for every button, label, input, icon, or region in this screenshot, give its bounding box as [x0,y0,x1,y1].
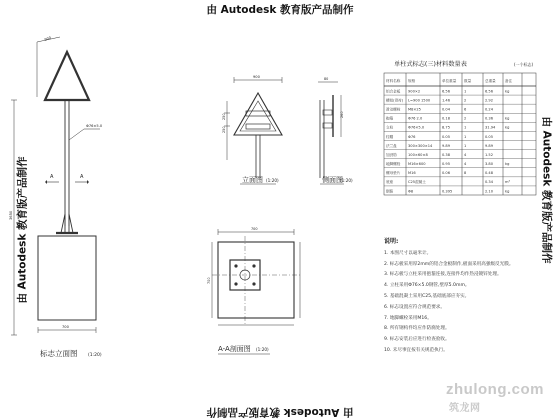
table-cell: Φ76×5.0 [408,125,425,130]
section-aa-title: A-A剖面图 [218,345,251,353]
table-cell: 9.89 [442,143,451,148]
section-arrow-right [87,180,89,184]
notes-lines [384,249,534,357]
table-cell: M16 [408,171,416,176]
anchor-bolt-4 [252,282,255,285]
material-table-rowlines [384,95,536,186]
table-cell: 柱帽 [386,134,394,139]
table-cell: 4 [464,152,467,157]
table-cell: 法兰盘 [386,143,397,148]
table-cell: kg [505,89,510,94]
table-cell: M16×600 [408,162,426,167]
note-line: 1. 本图尺寸以毫米计。 [384,250,432,256]
table-cell: 1 [464,125,467,130]
stiffener-left [61,214,65,233]
dim-text-total-height: 3650 [9,210,13,220]
table-cell: 0.38 [442,152,451,157]
table-cell: 滑动螺栓 [386,107,401,112]
table-header-cell: 总重量 [485,79,496,83]
table-cell: 0.95 [442,162,451,167]
notes-heading: 说明: [384,238,399,245]
table-cell: 钢筋 [386,189,394,194]
table-header-cell: 数量 [464,79,472,83]
concrete-foundation [38,236,96,320]
table-cell: 6 [464,107,467,112]
table-cell: 2 [464,98,467,103]
table-cell: 1 [464,89,467,94]
clamp-lower [246,124,270,129]
site-watermark-suffix: .com [506,381,544,398]
front-elevation-scale: (1:20) [266,178,279,183]
table-cell: Φ76 [408,134,416,139]
side-view-title: 侧面图 [322,176,343,184]
table-cell: 0.395 [442,189,453,194]
warning-triangle-sign [45,52,89,100]
table-cell: 螺母垫片 [386,171,401,176]
material-table-note: (一个标志) [514,62,534,67]
table-header-cell: 单位重量 [442,79,457,83]
table-cell: 地脚螺栓 [386,162,401,167]
sign-elevation-title: 标志立面图 [40,349,78,358]
table-cell: 2 [464,116,467,121]
watermark-right: 由 Autodesk 教育版产品制作 [540,116,553,264]
site-watermark [446,381,560,415]
table-cell: 3.80 [485,162,494,167]
table-cell: 100×60×8 [408,152,428,157]
table-cell: 立柱 [386,125,394,130]
table-cell: 0.24 [485,107,494,112]
section-arrow-left [45,180,47,184]
section-foundation-outline [218,242,294,318]
note-line: 8. 所有钢构件均应作防腐处理。 [384,326,450,332]
table-cell: 1.52 [485,152,494,157]
table-cell: 2.92 [485,98,494,103]
front-elevation-view [224,77,282,184]
section-aa-view [212,229,300,354]
material-table-title: 单柱式标志(三)材料数量表 [394,61,467,68]
dim-text-front-h2: 250 [222,126,226,133]
table-cell: 9.89 [485,143,494,148]
table-cell: C25混凝土 [408,180,426,185]
stiffener-right [69,214,73,233]
table-cell: L=900 1500 [408,98,431,103]
dim-text-base-width: 700 [62,325,69,329]
sign-elevation-view [11,37,100,335]
table-cell: 0.06 [442,171,451,176]
dim-text-section-depth: 700 [207,277,211,284]
table-header-cell: 备注 [505,79,513,83]
table-cell: 0.36 [485,116,494,121]
note-line: 9. 标志安装后应进行检查验收。 [384,337,450,343]
sign-elevation-scale: (1:20) [88,353,102,358]
site-watermark-cn: 筑龙网 [449,403,481,414]
table-cell: 抱箍 [386,116,394,121]
table-cell: 1 [464,143,467,148]
table-cell: M8×25 [408,107,421,112]
anchor-bolt-2 [252,264,255,267]
dim-text-front-width: 900 [253,75,260,79]
table-cell: m³ [505,180,510,185]
note-line: 3. 标志板与立柱采用抱箍连接,连接件均作热浸镀锌处理。 [384,272,502,278]
dim-text-front-h1: 250 [222,113,226,120]
table-cell: 2.10 [485,189,494,194]
side-view-scale: (1:20) [340,178,353,183]
anchor-bolt-3 [234,282,237,285]
table-cell: 31.94 [485,125,496,130]
note-line: 2. 标志板采用厚2mm的铝合金板制作,板面采用高强级反光膜。 [384,261,514,267]
table-cell: kg [505,189,510,194]
table-cell: 0.04 [442,107,451,112]
post-callout-text: Φ76×5.0 [86,124,103,128]
dim-text-side-height: 260 [340,111,344,118]
note-line: 4. 立柱采用Φ76×5.0钢管,壁厚5.0mm。 [384,283,470,289]
site-watermark-name: zhulong [446,381,507,398]
table-cell: 4 [464,162,467,167]
watermark-top: 由 Autodesk 教育版产品制作 [206,4,354,16]
note-line: 6. 标志设置应符合规范要求。 [384,304,445,310]
note-line: 5. 基础混凝土采用C25,基础底部应夯实。 [384,293,470,299]
dim-text-section-width: 700 [251,227,258,231]
table-cell: 6.56 [485,89,494,94]
dim-text-side-depth: 80 [324,77,329,81]
notes-block [384,237,534,357]
section-marker-right: A [80,174,84,180]
table-cell: 1.46 [442,98,451,103]
table-cell: 6.56 [442,89,451,94]
table-cell: 底座 [386,180,394,185]
front-elevation-title: 立面图 [242,176,263,184]
table-cell: 0.18 [442,116,451,121]
table-cell: 1 [464,134,467,139]
side-view [318,82,344,184]
material-table-cells [386,78,513,193]
table-cell: kg [505,116,510,121]
table-cell: kg [505,162,510,167]
table-cell: Φ76 2.0 [408,116,423,121]
note-line: 10. 未尽事宜按有关规范执行。 [384,347,448,353]
table-cell: 0.48 [485,171,494,176]
table-cell: 8.75 [442,125,451,130]
table-cell: 300×300×14 [408,143,433,148]
watermark-left: 由 Autodesk 教育版产品制作 [16,156,29,304]
note-line: 7. 地脚螺栓采用M16。 [384,315,432,321]
table-cell: kg [505,125,510,130]
post-callout-leader [69,129,84,140]
table-cell: 0.34 [485,180,494,185]
dim-text-triangle-side: 900 [43,35,52,42]
table-cell: Φ8 [408,189,414,194]
table-cell: 0.05 [442,134,451,139]
table-cell: 8 [464,171,467,176]
table-header-cell: 规格 [408,79,416,83]
table-header-cell: 材料名称 [386,79,401,83]
section-aa-scale: (1:20) [256,347,269,352]
section-marker-left: A [50,174,54,180]
table-cell: 槽铝(背衬) [386,98,404,103]
watermark-bottom: 由 Autodesk 教育版产品制作 [206,406,354,418]
table-cell: 900×2 [408,89,421,94]
anchor-bolt-1 [234,264,237,267]
table-cell: 0.05 [485,134,494,139]
table-cell: 加劲肋 [386,152,397,157]
table-cell: 铝合金板 [386,89,401,94]
